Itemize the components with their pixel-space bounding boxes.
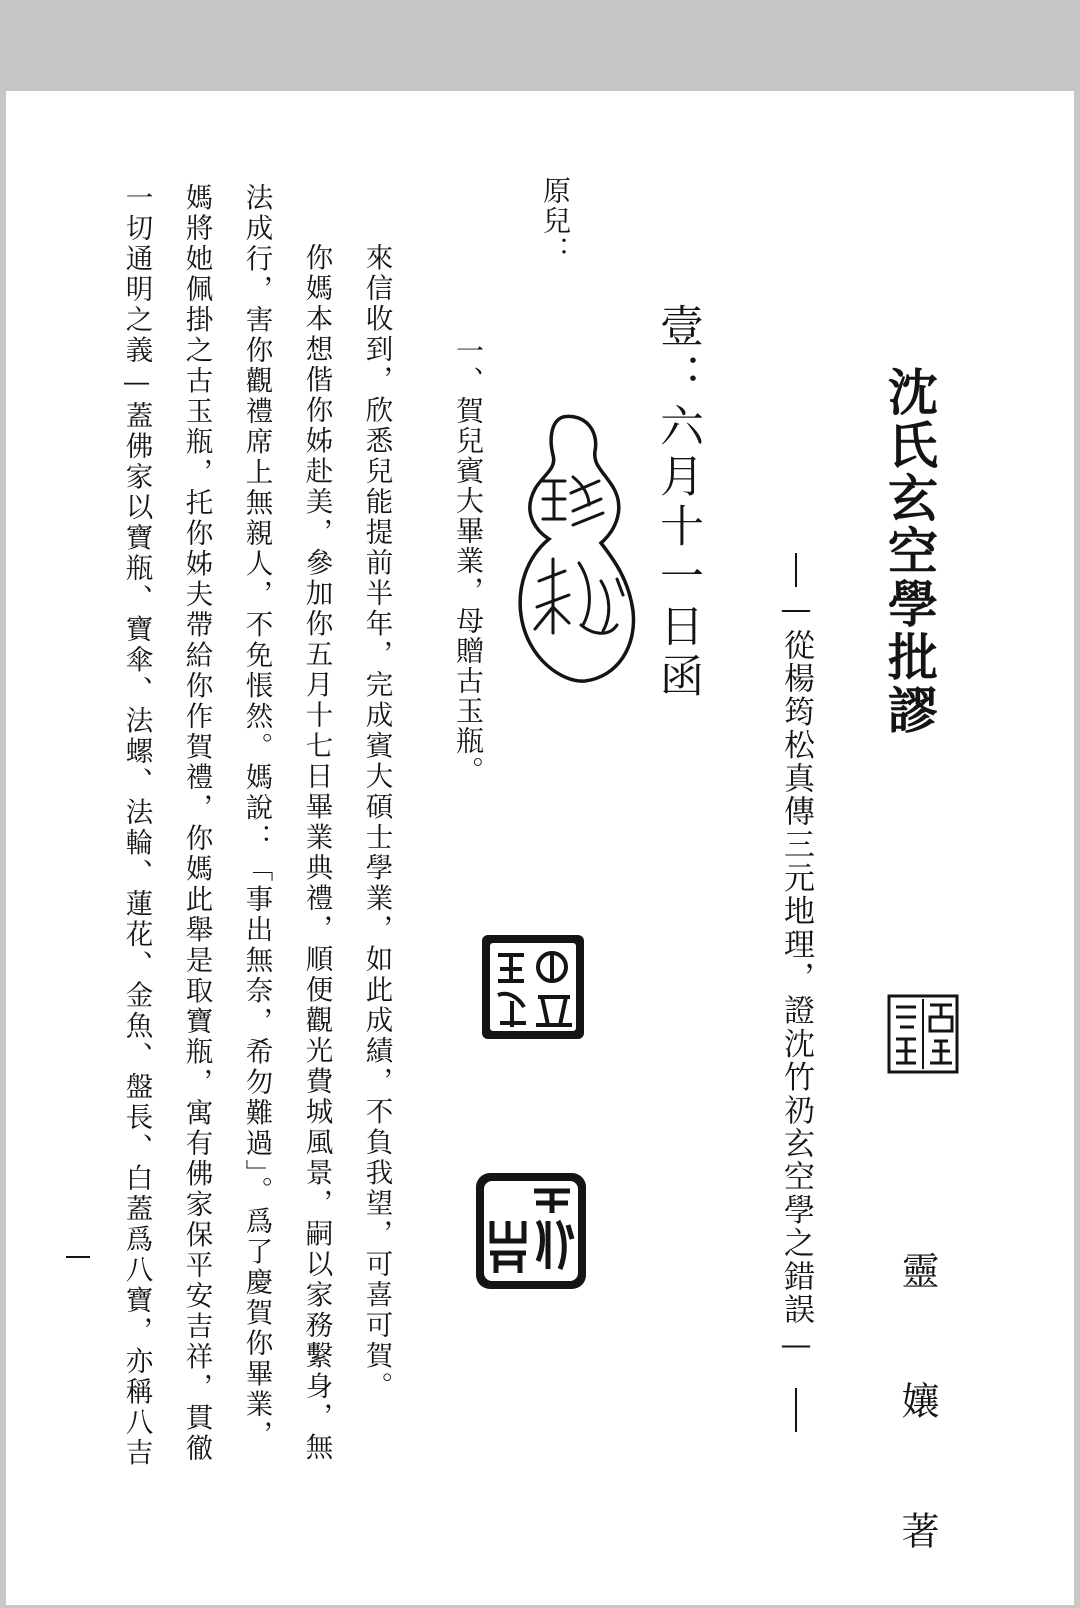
gourd-seal-graphic <box>513 411 639 691</box>
viewer-top-bar <box>0 0 1080 90</box>
book-subtitle: —從楊筠松真傳三元地理，證沈竹礽玄空學之錯誤— <box>778 591 814 1365</box>
letter-item-1: 一、賀兒賓大畢業，母贈古玉瓶。 <box>452 336 485 786</box>
book-author: 靈 孃 著 <box>895 1251 939 1573</box>
subtitle-rule-top <box>795 553 797 587</box>
letter-body-column-4: 媽將她佩掛之古玉瓶，托你姊夫帶給你作賀禮，你媽此舉是取寶瓶，寓有佛家保平安吉祥，貫徹 <box>180 183 213 1464</box>
book-page <box>6 91 1074 1605</box>
letter-heading: 壹：六月十一日函 <box>652 303 703 703</box>
author-seal <box>886 993 960 1075</box>
letter-body-column-5: 一切通明之義—蓋佛家以寶瓶、寶傘、法螺、法輪、蓮花、金魚、盤長、白蓋爲八寶，亦稱八吉 <box>120 183 153 1469</box>
letter-body-column-3: 法成行，害你觀禮席上無親人，不免悵然。媽說：「事出無奈，希勿難過」。爲了慶賀你畢業， <box>240 183 273 1451</box>
square-seal-upper <box>478 931 588 1043</box>
page-number <box>66 1256 90 1258</box>
letter-salutation: 原兒： <box>539 176 572 266</box>
letter-body-column-1: 來信收到，欣悉兒能提前半年，完成賓大碩士學業，如此成績，不負我望，可喜可賀。 <box>360 243 393 1402</box>
subtitle-rule-bottom <box>795 1388 797 1432</box>
square-seal-lower <box>472 1169 590 1293</box>
letter-body-column-2: 你媽本想偕你姊赴美，參加你五月十七日畢業典禮，順便觀光費城風景，嗣以家務繫身，無 <box>300 243 333 1463</box>
gourd-seal <box>513 411 639 691</box>
book-title: 沈氏玄空學批謬 <box>880 366 939 737</box>
